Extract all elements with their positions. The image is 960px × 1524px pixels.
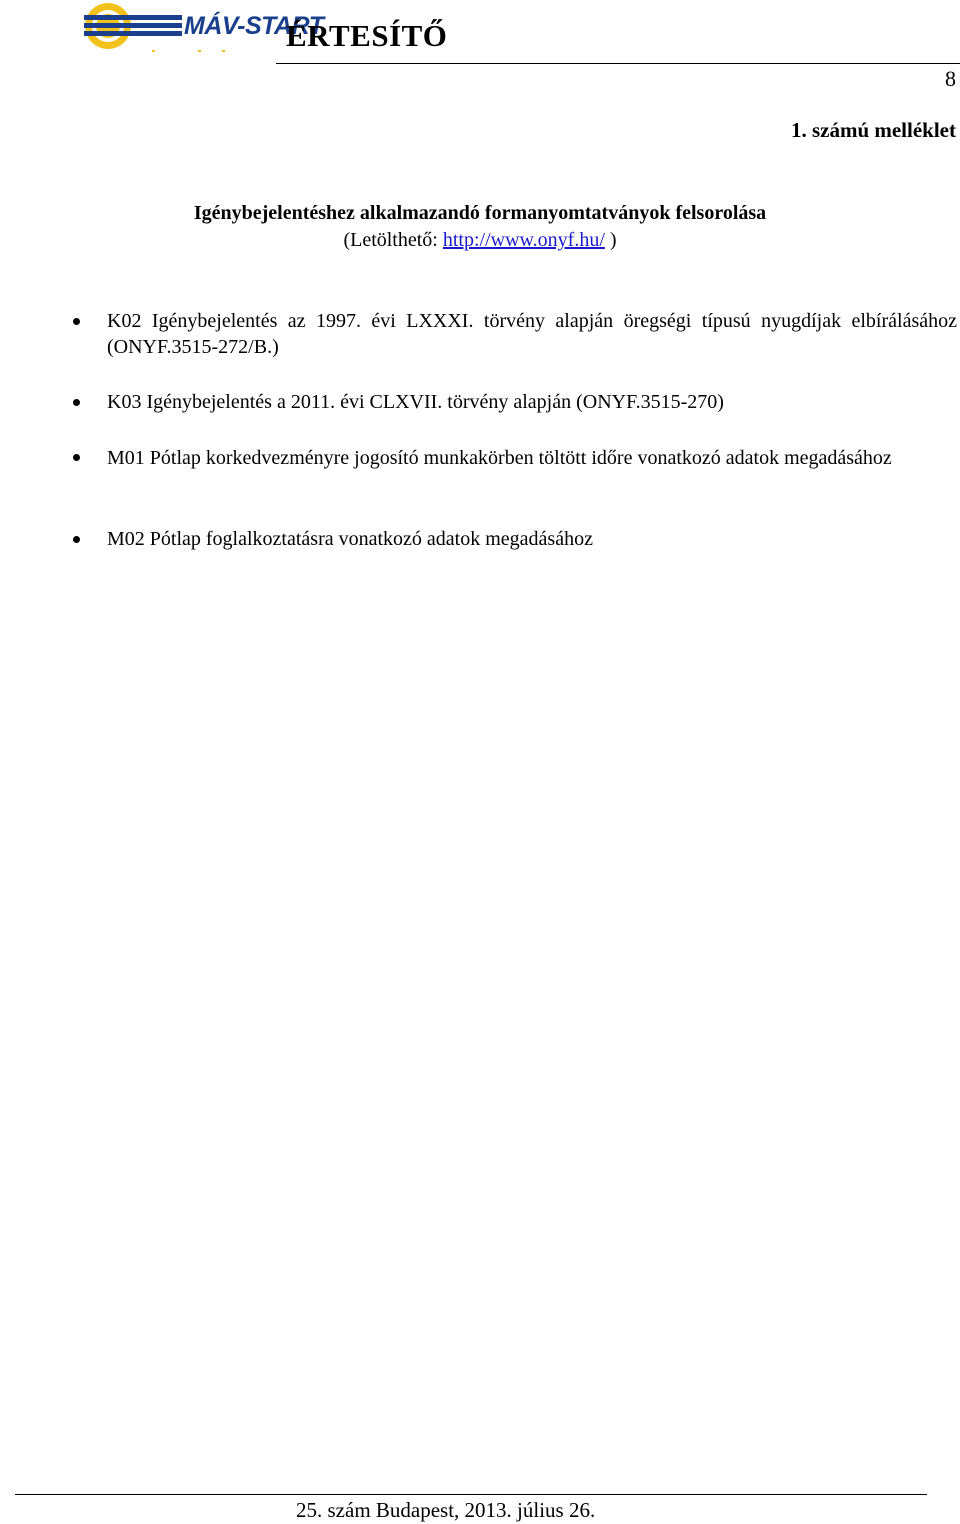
annex-label: 1. számú melléklet: [790, 118, 956, 142]
bullet-icon: [73, 454, 80, 461]
list-item: K03 Igénybejelentés a 2011. évi CLXVII. törvény alapján (ONYF.3515-270): [107, 391, 724, 413]
download-note-prefix: (Letölthető:: [343, 229, 443, 251]
bullet-icon: [73, 399, 80, 406]
bullet-icon: [73, 536, 80, 543]
page-number: 8: [945, 66, 956, 91]
publication-title: ÉRTESÍTŐ: [286, 18, 448, 53]
download-note-suffix: ): [604, 229, 617, 251]
header-divider: [276, 63, 960, 64]
mav-start-logo: [80, 2, 324, 54]
logo-text: MÁV-START: [184, 12, 324, 40]
footer-divider: [15, 1494, 927, 1495]
footer-issue-info: 25. szám Budapest, 2013. július 26.: [296, 1498, 596, 1522]
list-item: K02 Igénybejelentés az 1997. évi LXXXI. törvény alapján öregségi típusú nyugdíjak elbírálásához (ONYF.3515-272/B.): [107, 310, 957, 358]
onyf-link[interactable]: http://www.onyf.hu/: [442, 229, 605, 251]
download-note: [0, 229, 960, 252]
list-item: M02 Pótlap foglalkoztatásra vonatkozó adatok megadásához: [107, 528, 593, 550]
document-title: Igénybejelentéshez alkalmazandó formanyomtatványok felsorolása: [193, 202, 767, 224]
bullet-icon: [73, 318, 80, 325]
page-header: [0, 0, 960, 91]
list-item: M01 Pótlap korkedvezményre jogosító munkakörben töltött időre vonatkozó adatok megadásához: [107, 447, 892, 469]
